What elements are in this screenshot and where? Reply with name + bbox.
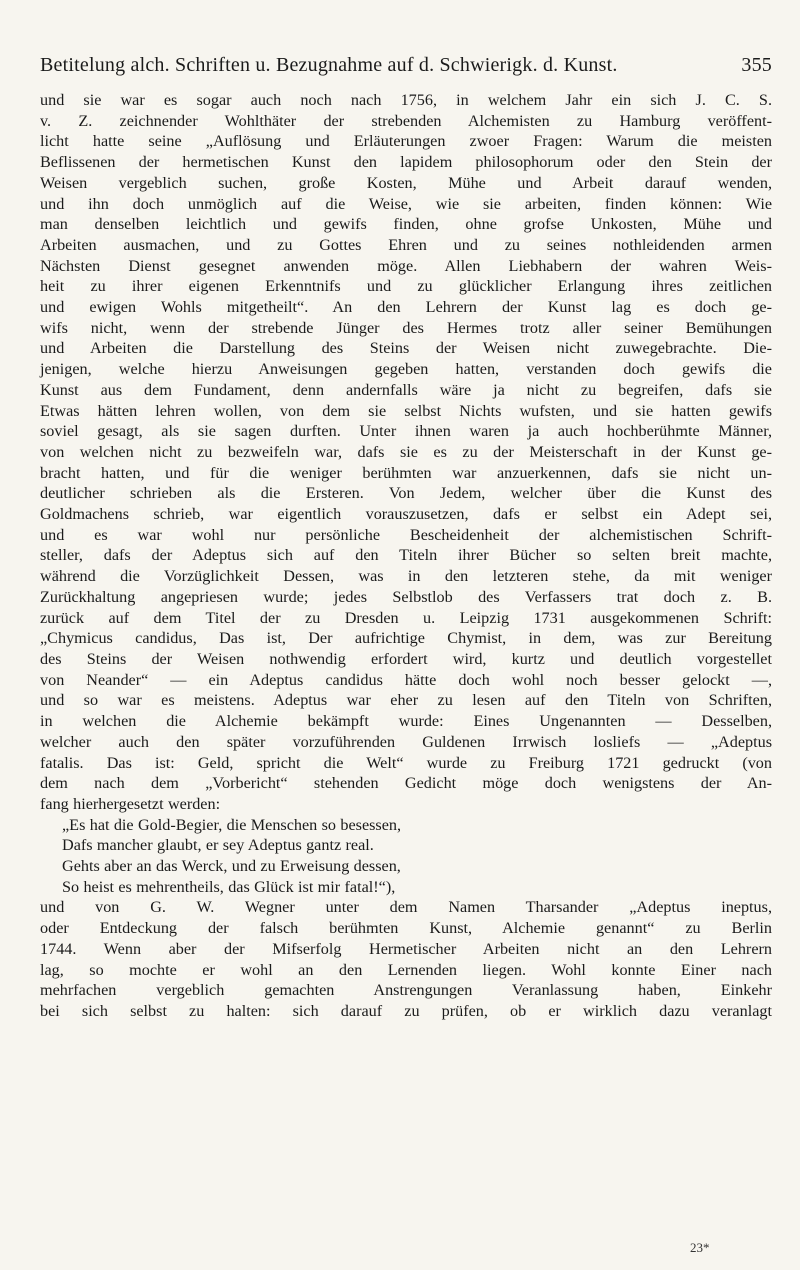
text-line: licht hatte seine „Auflösung und Erläuterungen zwoer Fragen: Warum die meisten (40, 132, 772, 151)
text-line: Beflissenen der hermetischen Kunst den lapidem philosophorum oder den Stein der (40, 153, 772, 172)
text-line: soviel gesagt, als sie sagen durften. Unter ihnen waren ja auch hochberühmte Männer, (40, 422, 772, 441)
text-line: und ihn doch unmöglich auf die Weise, wie sie arbeiten, finden können: Wie (40, 194, 772, 213)
text-line: fatalis. Das ist: Geld, spricht die Welt“ wurde zu Freiburg 1721 gedruckt (von (40, 753, 772, 772)
text-line: fang hierhergesetzt werden: (40, 794, 221, 813)
text-line: zurück auf dem Titel der zu Dresden u. Leipzig 1731 ausgekommenen Schrift: (40, 608, 772, 627)
text-line: oder Entdeckung der falsch berühmten Kunst, Alchemie genannt“ zu Berlin (40, 919, 772, 938)
text-line: und von G. W. Wegner unter dem Namen Tharsander „Adeptus ineptus, (40, 898, 772, 917)
text-line: von welchen nicht zu bezweifeln war, dafs sie es zu der Meisterschaft in der Kunst ge- (40, 442, 772, 461)
text-line: Nächsten Dienst gesegnet anwenden möge. Allen Liebhabern der wahren Weis- (40, 256, 772, 275)
text-line: heit zu ihrer eigenen Erkenntnifs und zu glücklicher Erlangung ihres zeitlichen (40, 277, 772, 296)
text-line: mehrfachen vergeblich gemachten Anstrengungen Veranlassung haben, Einkehr (40, 981, 772, 1000)
text-line: Zurückhaltung angepriesen wurde; jedes Selbstlob des Verfassers trat doch z. B. (40, 587, 772, 606)
text-line: dem nach dem „Vorbericht“ stehenden Gedicht möge doch wenigstens der An- (40, 774, 772, 793)
text-line: lag, so mochte er wohl an den Lernenden liegen. Wohl konnte Einer nach (40, 960, 772, 979)
text-line: und ewigen Wohls mitgetheilt“. An den Lehrern der Kunst lag es doch ge- (40, 298, 772, 317)
text-line: Kunst aus dem Fundament, denn andernfalls wäre ja nicht zu begreifen, dafs sie (40, 380, 772, 399)
text-line: deutlicher schrieben als die Ersteren. Von Jedem, welcher über die Kunst des (40, 484, 772, 503)
signature-mark: 23* (690, 1240, 710, 1255)
text-line: Goldmachens schrieb, war eigentlich vorauszusetzen, dafs er selbst ein Adept sei, (40, 505, 772, 524)
text-line: von Neander“ — ein Adeptus candidus hätte doch wohl noch besser gelockt —, (40, 670, 772, 689)
text-line: und es war wohl nur persönliche Bescheidenheit der alchemistischen Schrift- (40, 525, 772, 544)
text-line: während die Vorzüglichkeit Dessen, was in den letzteren stehe, da mit weniger (40, 567, 772, 586)
text-line: des Steins der Weisen nothwendig erfordert wird, kurtz und deutlich vorgestellet (40, 649, 772, 668)
text-line: 1744. Wenn aber der Mifserfolg Hermetischer Arbeiten nicht an den Lehrern (40, 939, 772, 958)
poem-line: Dafs mancher glaubt, er sey Adeptus gantz real. (62, 836, 374, 855)
running-title: Betitelung alch. Schriften u. Bezugnahme auf d. Schwierigk. d. Kunst. (40, 54, 618, 76)
text-line: und Arbeiten die Darstellung des Steins der Weisen nicht zuwegebrachte. Die- (40, 339, 772, 358)
text-line: „Chymicus candidus, Das ist, Der aufrichtige Chymist, in dem, was zur Bereitung (40, 629, 772, 648)
poem-line: „Es hat die Gold-Begier, die Menschen so besessen, (62, 815, 402, 834)
page-number: 355 (741, 54, 772, 76)
text-line: v. Z. zeichnender Wohlthäter der strebenden Alchemisten zu Hamburg veröffent- (40, 111, 772, 130)
body-text (40, 90, 772, 1022)
text-line: in welchen die Alchemie bekämpft wurde: Eines Ungenannten — Desselben, (40, 712, 772, 731)
text-line: Arbeiten ausmachen, und zu Gottes Ehren und zu seines nothleidenden armen (40, 235, 772, 254)
text-line: und sie war es sogar auch noch nach 1756, in welchem Jahr ein sich J. C. S. (40, 91, 772, 109)
text-line: jenigen, welche hierzu Anweisungen gegeben hatten, verstanden doch gewifs die (40, 360, 772, 379)
text-line: wifs nicht, wenn der strebende Jünger des Hermes trotz aller seiner Bemühungen (40, 318, 772, 337)
text-line: welcher auch den später vorzuführenden Guldenen Irrwisch losliefs — „Adeptus (40, 732, 772, 751)
text-line: bracht hatten, und für die weniger berühmten war anzuerkennen, dafs sie nicht un- (40, 463, 772, 482)
poem-line: Gehts aber an das Werck, und zu Erweisung dessen, (62, 857, 401, 876)
text-line: Weisen vergeblich suchen, große Kosten, Mühe und Arbeit darauf wenden, (40, 173, 772, 192)
text-line: Etwas hätten lehren wollen, von dem sie selbst Nichts wufsten, und sie hatten gewifs (40, 401, 772, 420)
book-page (40, 52, 772, 1022)
text-line: steller, dafs der Adeptus sich auf den Titeln ihrer Bücher so selten breit machte, (40, 546, 772, 565)
running-header (40, 52, 772, 78)
text-line: bei sich selbst zu halten: sich darauf zu prüfen, ob er wirklich dazu veranlagt (40, 1001, 772, 1020)
text-line: und so war es meistens. Adeptus war eher zu lesen auf den Titeln von Schriften, (40, 691, 772, 710)
poem-line: So heist es mehrentheils, das Glück ist mir fatal!“), (62, 877, 396, 896)
text-line: man denselben leichtlich und gewifs finden, ohne grofse Unkosten, Mühe und (40, 215, 772, 234)
